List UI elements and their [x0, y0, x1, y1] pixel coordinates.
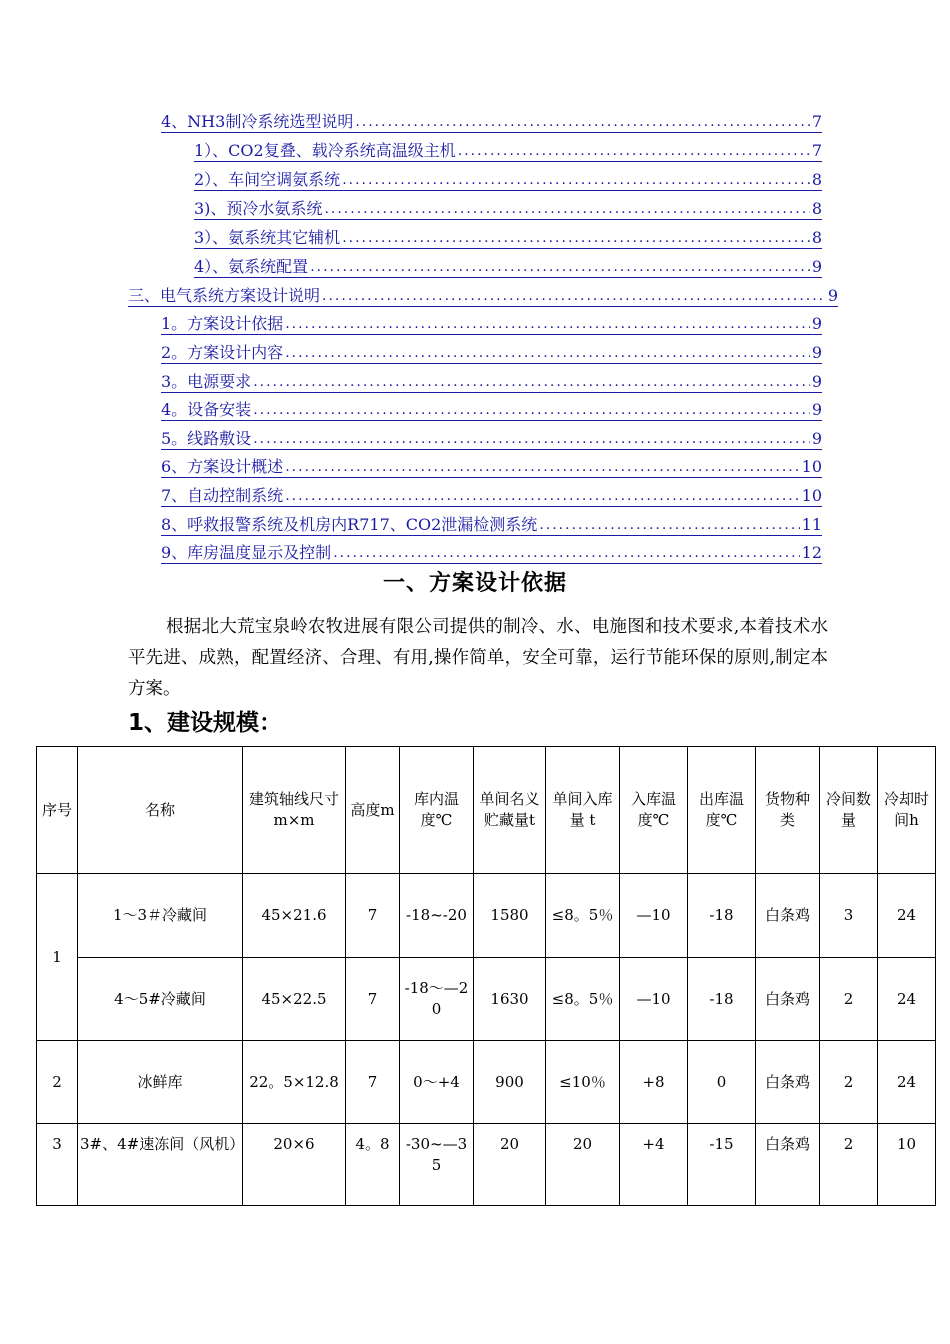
cell-temp: -18～—20 — [400, 958, 474, 1041]
toc-page: 7 — [811, 141, 822, 160]
cell-height: 7 — [346, 958, 400, 1041]
cell-size: 20×6 — [243, 1124, 346, 1206]
cell-capacity: 20 — [474, 1124, 546, 1206]
toc-title: 4。设备安装 — [161, 400, 252, 419]
toc-entry[interactable] — [128, 282, 838, 307]
toc-entry[interactable] — [161, 396, 822, 421]
toc-entry[interactable] — [194, 195, 822, 220]
cell-in-temp: —10 — [620, 958, 688, 1041]
table-row — [37, 958, 936, 1041]
table-row — [37, 874, 936, 958]
cell-no: 1 — [37, 874, 78, 1041]
cell-intake: ≤8。5％ — [546, 958, 620, 1041]
table-row — [37, 1041, 936, 1124]
body-paragraph: 根据北大荒宝泉岭农牧进展有限公司提供的制冷、水、电施图和技术要求,本着技术水平先进、成熟，配置经济、合理、有用,操作简单，安全可靠，运行节能环保的原则,制定本方案。 — [128, 617, 828, 699]
toc-page: 9 — [811, 372, 822, 391]
toc-entry[interactable] — [161, 108, 822, 133]
cell-no: 2 — [37, 1041, 78, 1124]
section-heading: 一、方案设计依据 — [382, 570, 567, 596]
cell-time: 24 — [878, 874, 936, 958]
cell-out-temp: 0 — [688, 1041, 756, 1124]
toc-page: 7 — [811, 112, 822, 131]
toc-page: 10 — [801, 457, 822, 476]
table-header: 库内温度℃ — [400, 747, 474, 874]
cell-height: 7 — [346, 1041, 400, 1124]
toc-entry[interactable] — [161, 425, 822, 450]
table-header: 高度m — [346, 747, 400, 874]
cell-temp: -18~-20 — [400, 874, 474, 958]
cell-size: 45×22.5 — [243, 958, 346, 1041]
table-header: 单间入库量 t — [546, 747, 620, 874]
cell-count: 2 — [820, 1124, 878, 1206]
toc-entry[interactable] — [194, 253, 822, 278]
cell-goods: 白条鸡 — [756, 874, 820, 958]
toc-title: 4、NH3制冷系统选型说明 — [161, 112, 354, 131]
toc-entry[interactable] — [161, 482, 822, 507]
toc-page: 12 — [801, 543, 822, 562]
toc-title: 3。电源要求 — [161, 372, 252, 391]
toc-title: 7、自动控制系统 — [161, 486, 284, 505]
cell-in-temp: +8 — [620, 1041, 688, 1124]
cell-name: 3#、4#速冻间（风机） — [78, 1124, 243, 1206]
table-row — [37, 1124, 936, 1206]
table-header: 序号 — [37, 747, 78, 874]
cell-goods: 白条鸡 — [756, 1124, 820, 1206]
cell-size: 22。5×12.8 — [243, 1041, 346, 1124]
table-header: 货物种类 — [756, 747, 820, 874]
toc-page: 9 — [811, 314, 822, 333]
toc-page: 9 — [811, 429, 822, 448]
cell-height: 4。8 — [346, 1124, 400, 1206]
cell-in-temp: —10 — [620, 874, 688, 958]
toc-page: 8 — [811, 228, 822, 247]
toc-entry[interactable] — [161, 453, 822, 478]
table-header: 单间名义贮藏量t — [474, 747, 546, 874]
table-header: 入库温度℃ — [620, 747, 688, 874]
cell-name: 4～5#冷藏间 — [78, 958, 243, 1041]
table-header: 出库温度℃ — [688, 747, 756, 874]
toc-entry[interactable] — [194, 166, 822, 191]
toc-title: 三、电气系统方案设计说明 — [128, 286, 321, 305]
toc-title: 5。线路敷设 — [161, 429, 252, 448]
table-header: 名称 — [78, 747, 243, 874]
toc-entry[interactable] — [161, 339, 822, 364]
table-header: 冷间数量 — [820, 747, 878, 874]
scale-table — [36, 746, 936, 1206]
cell-size: 45×21.6 — [243, 874, 346, 958]
cell-name: 1～3＃冷藏间 — [78, 874, 243, 958]
toc-title: 8、呼救报警系统及机房内R717、CO2泄漏检测系统 — [161, 515, 538, 534]
cell-out-temp: -18 — [688, 958, 756, 1041]
cell-capacity: 900 — [474, 1041, 546, 1124]
toc-page: 11 — [801, 515, 822, 534]
cell-time: 24 — [878, 958, 936, 1041]
toc-title: 2）、车间空调氨系统 — [194, 170, 341, 189]
cell-out-temp: -18 — [688, 874, 756, 958]
toc-page: 8 — [811, 170, 822, 189]
cell-out-temp: -15 — [688, 1124, 756, 1206]
toc-page: 10 — [801, 486, 822, 505]
cell-count: 2 — [820, 958, 878, 1041]
toc-entry[interactable] — [161, 511, 822, 536]
cell-name: 冰鲜库 — [78, 1041, 243, 1124]
toc-entry[interactable] — [161, 310, 822, 335]
cell-count: 2 — [820, 1041, 878, 1124]
table-header: 冷却时间h — [878, 747, 936, 874]
table-header: 建筑轴线尺寸m×m — [243, 747, 346, 874]
toc-page: 9 — [811, 257, 822, 276]
cell-temp: 0～+4 — [400, 1041, 474, 1124]
toc-entry[interactable] — [194, 224, 822, 249]
cell-time: 10 — [878, 1124, 936, 1206]
toc-entry[interactable] — [194, 137, 822, 162]
toc-entry[interactable] — [161, 368, 822, 393]
toc-page: 9 — [811, 343, 822, 362]
cell-intake: 20 — [546, 1124, 620, 1206]
cell-goods: 白条鸡 — [756, 1041, 820, 1124]
cell-capacity: 1630 — [474, 958, 546, 1041]
cell-intake: ≤10％ — [546, 1041, 620, 1124]
cell-capacity: 1580 — [474, 874, 546, 958]
subsection-heading: 1、建设规模： — [128, 710, 283, 736]
cell-height: 7 — [346, 874, 400, 958]
toc-title: 2。方案设计内容 — [161, 343, 284, 362]
toc-title: 1。方案设计依据 — [161, 314, 284, 333]
toc-title: 3)、预冷水氨系统 — [194, 199, 323, 218]
cell-intake: ≤8。5％ — [546, 874, 620, 958]
toc-page: 8 — [811, 199, 822, 218]
cell-in-temp: +4 — [620, 1124, 688, 1206]
toc-page: 9 — [811, 400, 822, 419]
toc-title: 6、方案设计概述 — [161, 457, 284, 476]
toc-title: 9、库房温度显示及控制 — [161, 543, 332, 562]
cell-temp: -30~—35 — [400, 1124, 474, 1206]
cell-time: 24 — [878, 1041, 936, 1124]
toc-title: 1）、CO2复叠、载冷系统高温级主机 — [194, 141, 456, 160]
toc-entry[interactable] — [161, 539, 822, 564]
cell-no: 3 — [37, 1124, 78, 1206]
table-header-row — [37, 747, 936, 874]
toc-page: 9 — [827, 286, 838, 305]
cell-goods: 白条鸡 — [756, 958, 820, 1041]
cell-count: 3 — [820, 874, 878, 958]
toc-title: 4）、氨系统配置 — [194, 257, 309, 276]
toc-title: 3）、氨系统其它辅机 — [194, 228, 341, 247]
